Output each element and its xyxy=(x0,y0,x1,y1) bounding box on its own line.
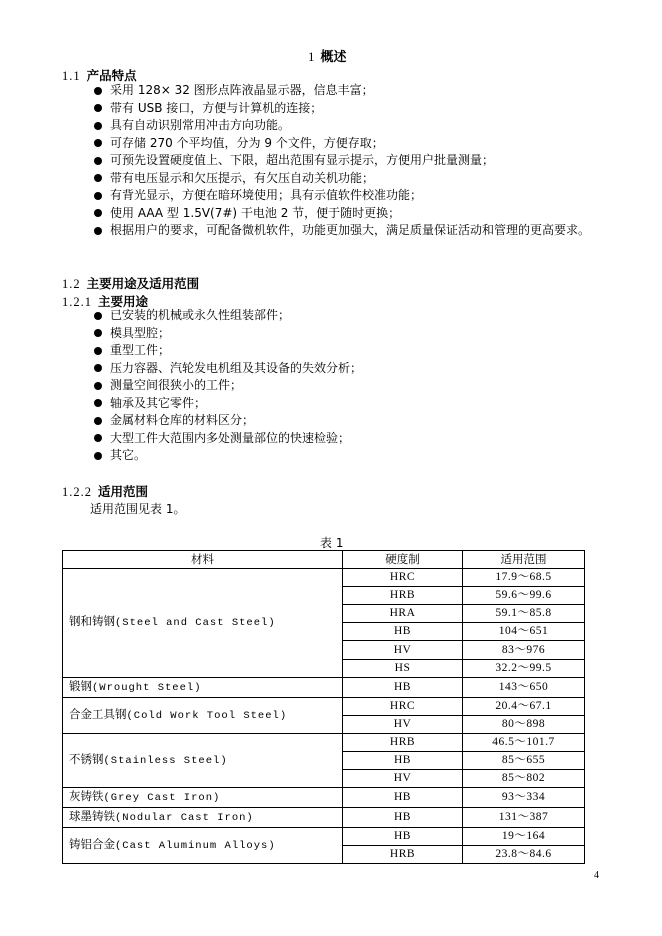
material-name-zh: 灰铸铁 xyxy=(69,789,104,804)
range-cell: 83～976 xyxy=(463,641,585,659)
range-cell: 23.8～84.6 xyxy=(463,846,585,864)
header-hardness-scale: 硬度制 xyxy=(343,551,463,569)
range-cell: 80～898 xyxy=(463,715,585,733)
list-item-text: 使用 AAA 型 1.5V(7#) 干电池 2 节，便于随时更换； xyxy=(110,205,401,220)
hardness-scale-cell: HB xyxy=(343,751,463,769)
range-cell: 17.9～68.5 xyxy=(463,569,585,587)
material-name-zh: 合金工具钢 xyxy=(69,706,127,721)
list-item-text: 根据用户的要求，可配备微机软件，功能更加强大，满足质量保证活动和管理的更高要求。 xyxy=(110,223,591,237)
material-cell xyxy=(63,677,343,697)
hardness-scale-cell: HB xyxy=(343,788,463,808)
list-item-text: 有背光显示，方便在暗环境使用；具有示值软件校准功能； xyxy=(110,188,423,202)
bullet-icon xyxy=(94,364,102,372)
bullet-icon xyxy=(94,209,102,217)
list-item xyxy=(92,100,620,118)
list-item-text: 模具型腔； xyxy=(110,325,171,340)
hardness-scale-cell: HV xyxy=(343,715,463,733)
range-cell: 59.6～99.6 xyxy=(463,587,585,605)
list-item-text: 轴承及其它零件； xyxy=(110,395,207,410)
list-item-text: 可预先设置硬度值上、下限，超出范围有显示提示，方便用户批量测量； xyxy=(110,153,495,167)
material-name-zh: 锻钢 xyxy=(69,678,92,693)
header-range: 适用范围 xyxy=(463,551,585,569)
chapter-heading: 1 概述 xyxy=(308,49,347,65)
material-name-zh: 钢和铸钢 xyxy=(69,614,115,629)
list-item xyxy=(92,307,362,325)
hardness-scale-cell: HV xyxy=(343,770,463,788)
scope-paragraph: 适用范围见表 1。 xyxy=(90,502,186,516)
bullet-icon xyxy=(94,192,102,200)
list-item xyxy=(92,342,362,360)
hardness-range-table xyxy=(62,550,585,864)
material-name-en: (Steel and Cast Steel) xyxy=(115,617,276,630)
table-row xyxy=(63,733,585,751)
page-number: 4 xyxy=(594,870,599,881)
features-list xyxy=(92,82,620,240)
hardness-scale-cell: HRA xyxy=(343,605,463,623)
list-item-text: 带有 USB 接口，方便与计算机的连接； xyxy=(110,100,323,115)
list-item xyxy=(92,205,620,223)
bullet-icon xyxy=(94,122,102,130)
list-item xyxy=(92,222,620,240)
hardness-scale-cell: HB xyxy=(343,808,463,828)
list-item-text: 可存储 270 个平均值，分为 9 个文件，方便存取； xyxy=(110,135,384,150)
list-item-text: 大型工件大范围内多处测量部位的快速检验； xyxy=(110,430,351,445)
table-row xyxy=(63,697,585,715)
bullet-icon xyxy=(94,417,102,425)
list-item xyxy=(92,360,362,378)
bullet-icon xyxy=(94,347,102,355)
list-item xyxy=(92,135,620,153)
bullet-icon xyxy=(94,139,102,147)
list-item-text: 其它。 xyxy=(110,448,147,462)
list-item-text: 带有电压显示和欠压提示，有欠压自动关机功能； xyxy=(110,170,375,185)
table-header-row xyxy=(63,551,585,569)
list-item xyxy=(92,82,620,100)
list-item xyxy=(92,170,620,188)
list-item-text: 压力容器、汽轮发电机组及其设备的失效分析； xyxy=(110,360,363,375)
list-item xyxy=(92,117,620,135)
table-row xyxy=(63,808,585,828)
hardness-scale-cell: HB xyxy=(343,828,463,846)
table-row xyxy=(63,677,585,697)
material-name-en: (Cast Aluminum Alloys) xyxy=(115,840,276,853)
bullet-icon xyxy=(94,382,102,390)
section-1-2-2-heading: 1.2.2 适用范围 xyxy=(62,484,149,499)
material-cell xyxy=(63,569,343,678)
range-cell: 143～650 xyxy=(463,677,585,697)
range-cell: 104～651 xyxy=(463,623,585,641)
hardness-scale-cell: HRB xyxy=(343,733,463,751)
material-cell xyxy=(63,808,343,828)
bullet-icon xyxy=(94,104,102,112)
list-item xyxy=(92,447,362,465)
table-row xyxy=(63,569,585,587)
uses-list xyxy=(92,307,362,465)
section-1-1-heading: 1.1 产品特点 xyxy=(62,68,137,83)
list-item-text: 已安装的机械或永久性组装部件； xyxy=(110,308,291,322)
range-cell: 131～387 xyxy=(463,808,585,828)
material-name-en: (Nodular Cast Iron) xyxy=(115,812,254,825)
list-item-text: 重型工件； xyxy=(110,343,171,357)
range-cell: 59.1～85.8 xyxy=(463,605,585,623)
bullet-icon xyxy=(94,174,102,182)
header-material: 材料 xyxy=(63,551,343,569)
range-cell: 85～802 xyxy=(463,770,585,788)
list-item xyxy=(92,325,362,343)
bullet-icon xyxy=(94,452,102,460)
material-cell xyxy=(63,733,343,787)
bullet-icon xyxy=(94,399,102,407)
table-row xyxy=(63,788,585,808)
list-item xyxy=(92,377,362,395)
range-cell: 32.2～99.5 xyxy=(463,659,585,677)
material-name-en: (Wrought Steel) xyxy=(92,681,202,694)
hardness-scale-cell: HS xyxy=(343,659,463,677)
list-item-text: 采用 128× 32 图形点阵液晶显示器，信息丰富； xyxy=(110,83,374,97)
bullet-icon xyxy=(94,227,102,235)
list-item xyxy=(92,430,362,448)
material-cell xyxy=(63,828,343,864)
range-cell: 20.4～67.1 xyxy=(463,697,585,715)
hardness-scale-cell: HRB xyxy=(343,846,463,864)
list-item xyxy=(92,152,620,170)
range-cell: 85～655 xyxy=(463,751,585,769)
section-1-2-1-heading: 1.2.1 主要用途 xyxy=(62,294,149,309)
hardness-scale-cell: HRC xyxy=(343,569,463,587)
material-name-zh: 铸铝合金 xyxy=(69,837,115,852)
bullet-icon xyxy=(94,434,102,442)
bullet-icon xyxy=(94,329,102,337)
table-row xyxy=(63,828,585,846)
material-name-zh: 球墨铸铁 xyxy=(69,809,115,824)
hardness-scale-cell: HV xyxy=(343,641,463,659)
bullet-icon xyxy=(94,87,102,95)
hardness-scale-cell: HRC xyxy=(343,697,463,715)
material-name-en: (Stainless Steel) xyxy=(103,754,228,767)
list-item xyxy=(92,395,362,413)
hardness-scale-cell: HRB xyxy=(343,587,463,605)
range-cell: 46.5～101.7 xyxy=(463,733,585,751)
list-item-text: 具有自动识别常用冲击方向功能。 xyxy=(110,118,291,132)
list-item xyxy=(92,187,620,205)
hardness-scale-cell: HB xyxy=(343,623,463,641)
material-name-en: (Cold Work Tool Steel) xyxy=(126,709,288,722)
range-cell: 19～164 xyxy=(463,828,585,846)
material-name-zh: 不锈钢 xyxy=(69,751,104,766)
material-cell xyxy=(63,697,343,733)
list-item-text: 测量空间很狭小的工件； xyxy=(110,378,243,392)
hardness-scale-cell: HB xyxy=(343,677,463,697)
material-cell xyxy=(63,788,343,808)
table-caption: 表 1 xyxy=(320,536,344,550)
list-item xyxy=(92,412,362,430)
list-item-text: 金属材料仓库的材料区分； xyxy=(110,413,255,427)
range-cell: 93～334 xyxy=(463,788,585,808)
bullet-icon xyxy=(94,312,102,320)
material-name-en: (Grey Cast Iron) xyxy=(103,792,221,805)
bullet-icon xyxy=(94,157,102,165)
section-1-2-heading: 1.2 主要用途及适用范围 xyxy=(62,276,200,291)
